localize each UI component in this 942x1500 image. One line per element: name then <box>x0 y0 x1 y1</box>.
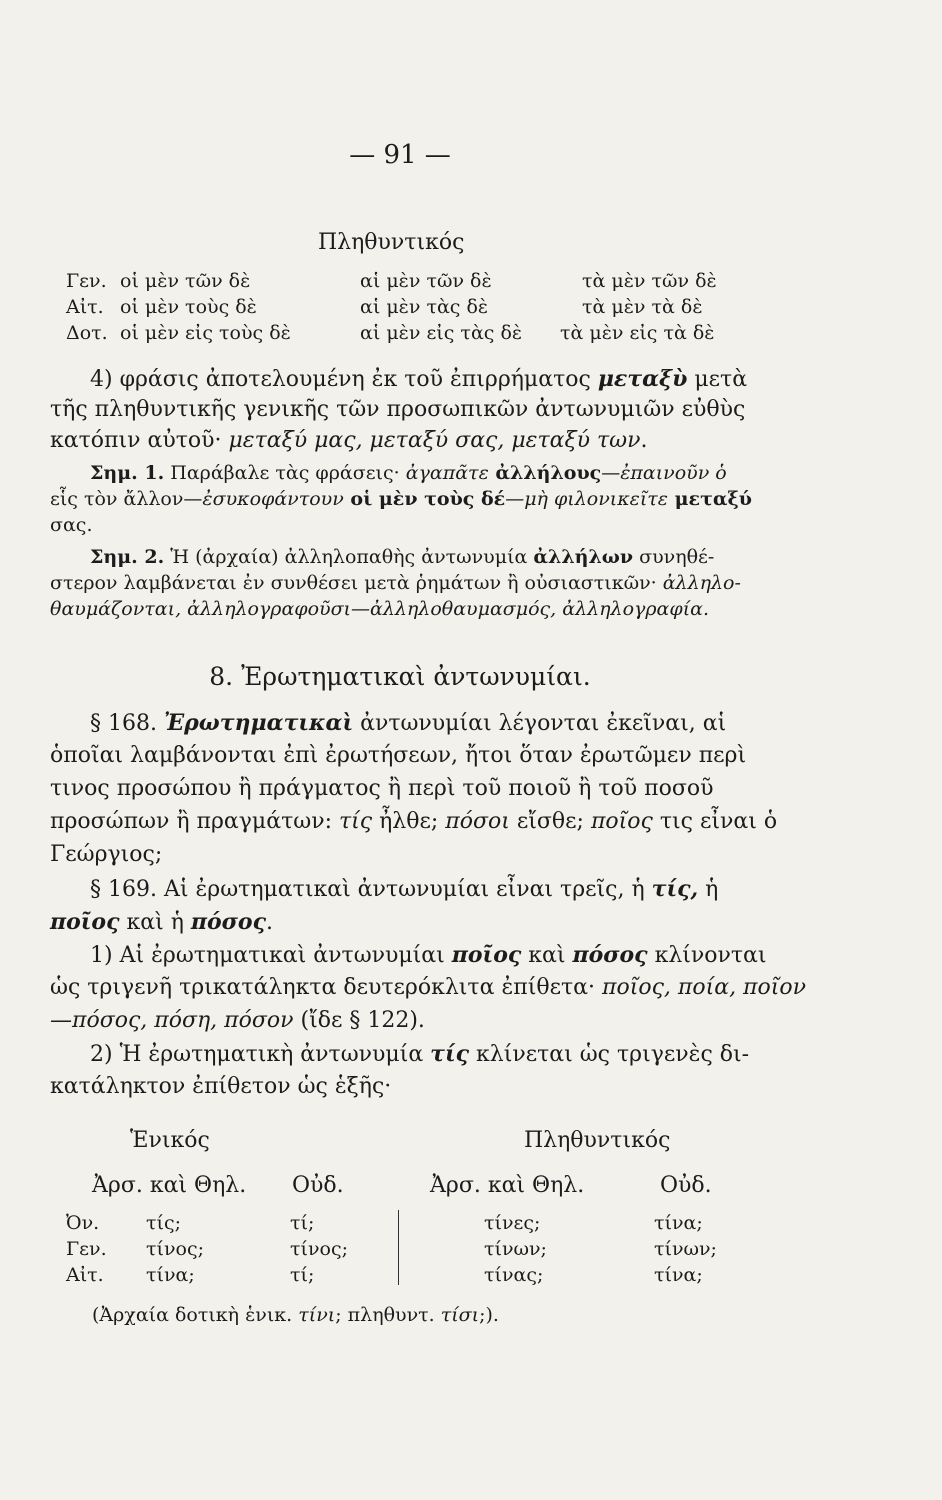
singular-header: Ἑνικός <box>130 1128 210 1153</box>
note2-line-3: θαυμάζονται, ἀλληλογραφοῦσι—ἀλληλοθαυμασμός, ἀλληλογραφία. <box>50 598 710 620</box>
p168-line-5: Γεώργιος; <box>50 842 163 867</box>
col-masc-fem-plural: Ἀρσ. καὶ Θηλ. <box>430 1173 585 1198</box>
sing-n: τί; <box>290 1212 315 1234</box>
note2-line-2: στερον λαμβάνεται ἐν συνθέσει μετὰ ῥημάτων ἢ οὐσιαστικῶν· ἀλληλο- <box>50 572 741 594</box>
fem-form: αἱ μὲν εἰς τὰς δὲ <box>360 322 523 344</box>
plural-header-2: Πληθυντικός <box>524 1128 671 1153</box>
masc-form: οἱ μὲν τοὺς δὲ <box>120 296 257 318</box>
p169-line-2: ποῖος καὶ ἡ πόσος. <box>50 909 273 935</box>
p168-line-2: ὁποῖαι λαμβάνονται ἐπὶ ἐρωτήσεων, ἤτοι ὅταν ἐρωτῶμεν περὶ <box>50 743 747 768</box>
sing-n: τίνος; <box>290 1238 348 1260</box>
p2-line-1: 2) Ἡ ἐρωτηματικὴ ἀντωνυμία τίς κλίνεται ὡς τριγενὲς δι- <box>90 1041 750 1067</box>
plur-n: τίνα; <box>654 1264 703 1286</box>
case-label: Ὀν. <box>66 1212 100 1234</box>
sing-mf: τίνος; <box>146 1238 204 1260</box>
p1-line-2: ὡς τριγενῆ τρικατάληκτα δευτερόκλιτα ἐπίθετα· ποῖος, ποία, ποῖον <box>50 975 807 1000</box>
plur-n: τίνα; <box>654 1212 703 1234</box>
p1-line-3: —πόσος, πόση, πόσον (ἴδε § 122). <box>50 1008 425 1033</box>
section-title: 8. Ἐρωτηματικαὶ ἀντωνυμίαι. <box>209 662 591 691</box>
case-label: Αἰτ. <box>66 296 104 318</box>
col-neuter-singular: Οὐδ. <box>292 1173 344 1198</box>
case-label: Αἰτ. <box>66 1264 104 1286</box>
p2-line-2: κατάληκτον ἐπίθετον ὡς ἑξῆς· <box>50 1074 392 1099</box>
note1-line-1: Σημ. 1. Παράβαλε τὰς φράσεις· ἀγαπᾶτε ἀλλήλους—ἐπαινοῦν ὁ <box>90 462 727 484</box>
sing-mf: τίς; <box>146 1212 182 1234</box>
plur-mf: τίνας; <box>484 1264 544 1286</box>
p4-line-1: 4) φράσις ἀποτελουμένη ἐκ τοῦ ἐπιρρήματος μεταξὺ μετὰ <box>90 366 748 392</box>
fem-form: αἱ μὲν τῶν δὲ <box>360 270 492 292</box>
p4-line-3: κατόπιν αὐτοῦ· μεταξύ μας, μεταξύ σας, μεταξύ των. <box>50 428 648 453</box>
case-label: Γεν. <box>66 270 107 292</box>
neut-form: τὰ μὲν τῶν δὲ <box>582 270 717 292</box>
p168-line-1: § 168. Ἐρωτηματικαὶ ἀντωνυμίαι λέγονται ἐκεῖναι, αἱ <box>90 710 727 736</box>
plur-mf: τίνες; <box>484 1212 541 1234</box>
masc-form: οἱ μὲν τῶν δὲ <box>120 270 251 292</box>
case-label: Δοτ. <box>66 322 108 344</box>
p169-line-1: § 169. Αἱ ἐρωτηματικαὶ ἀντωνυμίαι εἶναι τρεῖς, ἡ τίς, ἡ <box>90 876 719 902</box>
note1-line-2: εἷς τὸν ἄλλον—ἐσυκοφάντουν οἱ μὲν τοὺς δέ—μὴ φιλονικεῖτε μεταξύ <box>50 488 752 510</box>
sing-n: τί; <box>290 1264 315 1286</box>
plur-mf: τίνων; <box>484 1238 547 1260</box>
col-neuter-plural: Οὐδ. <box>660 1173 712 1198</box>
p168-line-3: τινος προσώπου ἢ πράγματος ἢ περὶ τοῦ ποιοῦ ἢ τοῦ ποσοῦ <box>50 776 714 801</box>
p1-line-1: 1) Αἱ ἐρωτηματικαὶ ἀντωνυμίαι ποῖος καὶ πόσος κλίνονται <box>90 942 767 968</box>
case-label: Γεν. <box>66 1238 107 1260</box>
col-masc-fem-singular: Ἀρσ. καὶ Θηλ. <box>92 1173 247 1198</box>
neut-form: τὰ μὲν εἰς τὰ δὲ <box>560 322 715 344</box>
plural-header: Πληθυντικός <box>318 230 465 255</box>
table-divider <box>398 1210 399 1285</box>
p168-line-4: προσώπων ἢ πραγμάτων: τίς ἦλθε; πόσοι εἴσθε; ποῖος τις εἶναι ὁ <box>50 809 778 834</box>
page-number: — 91 — <box>349 140 451 170</box>
ancient-dative-note: (Ἀρχαία δοτικὴ ἑνικ. τίνι; πληθυντ. τίσι;). <box>92 1304 499 1326</box>
masc-form: οἱ μὲν εἰς τοὺς δὲ <box>120 322 291 344</box>
fem-form: αἱ μὲν τὰς δὲ <box>360 296 489 318</box>
neut-form: τὰ μὲν τὰ δὲ <box>582 296 703 318</box>
p4-line-2: τῆς πληθυντικῆς γενικῆς τῶν προσωπικῶν ἀντωνυμιῶν εὐθὺς <box>50 397 746 422</box>
sing-mf: τίνα; <box>146 1264 195 1286</box>
note1-line-3: σας. <box>50 514 93 536</box>
note2-line-1: Σημ. 2. Ἡ (ἀρχαία) ἀλληλοπαθὴς ἀντωνυμία ἀλλήλων συνηθέ- <box>90 546 715 568</box>
plur-n: τίνων; <box>654 1238 717 1260</box>
